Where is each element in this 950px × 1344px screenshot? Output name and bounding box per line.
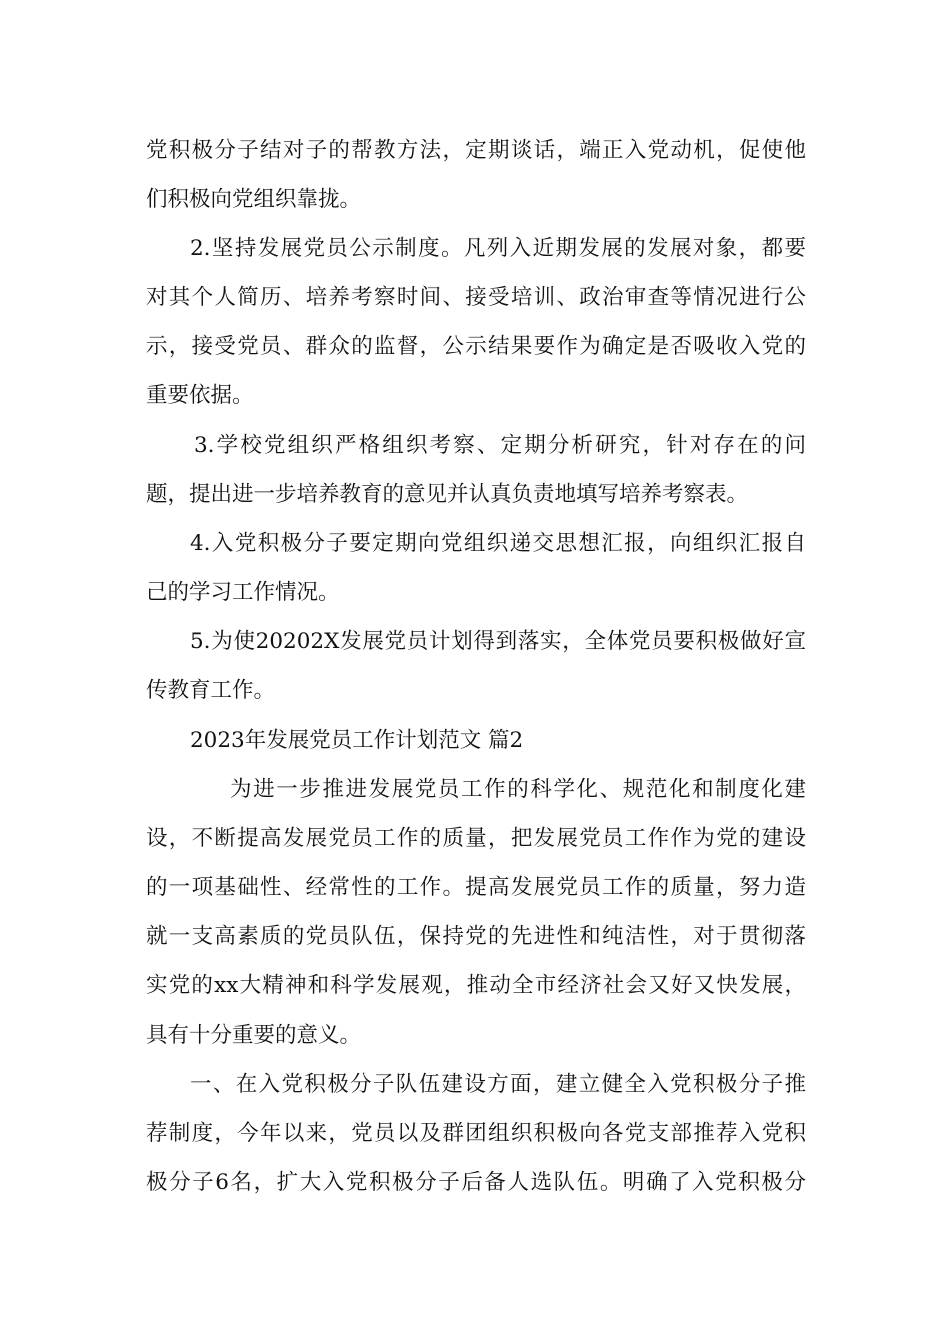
text-line: 对其个人简历、培养考察时间、接受培训、政治审查等情况进行公 <box>146 285 806 310</box>
section-heading: 2023年发展党员工作计划范文 篇2 <box>190 728 524 753</box>
text-line: 党积极分子结对子的帮教方法，定期谈话，端正入党动机，促使他 <box>146 138 806 163</box>
text-line: 一、在入党积极分子队伍建设方面，建立健全入党积极分子推 <box>190 1072 806 1097</box>
text-line: 就一支高素质的党员队伍，保持党的先进性和纯洁性，对于贯彻落 <box>146 924 806 949</box>
text-line: 示，接受党员、群众的监督，公示结果要作为确定是否吸收入党的 <box>146 334 806 359</box>
text-line: 设，不断提高发展党员工作的质量，把发展党员工作作为党的建设 <box>146 826 806 851</box>
text-line: 为进一步推进发展党员工作的科学化、规范化和制度化建 <box>230 777 806 802</box>
text-line: 荐制度，今年以来，党员以及群团组织积极向各党支部推荐入党积 <box>146 1121 806 1146</box>
text-line: 极分子6名，扩大入党积极分子后备人选队伍。明确了入党积极分 <box>146 1170 806 1195</box>
text-line: 实党的xx大精神和科学发展观，推动全市经济社会又好又快发展， <box>146 973 806 998</box>
text-line: 3.学校党组织严格组织考察、定期分析研究，针对存在的问 <box>194 433 806 458</box>
text-line: 4.入党积极分子要定期向党组织递交思想汇报，向组织汇报自 <box>190 531 806 556</box>
text-line: 重要依据。 <box>146 383 254 408</box>
text-line: 题，提出进一步培养教育的意见并认真负责地填写培养考察表。 <box>146 482 749 507</box>
text-line: 们积极向党组织靠拢。 <box>146 187 362 212</box>
text-line: 传教育工作。 <box>146 678 276 703</box>
text-line: 己的学习工作情况。 <box>146 580 340 605</box>
text-line: 2.坚持发展党员公示制度。凡列入近期发展的发展对象，都要 <box>190 236 806 261</box>
text-line: 具有十分重要的意义。 <box>146 1023 362 1048</box>
text-line: 的一项基础性、经常性的工作。提高发展党员工作的质量，努力造 <box>146 875 806 900</box>
text-line: 5.为使20202X发展党员计划得到落实，全体党员要积极做好宣 <box>190 629 806 654</box>
